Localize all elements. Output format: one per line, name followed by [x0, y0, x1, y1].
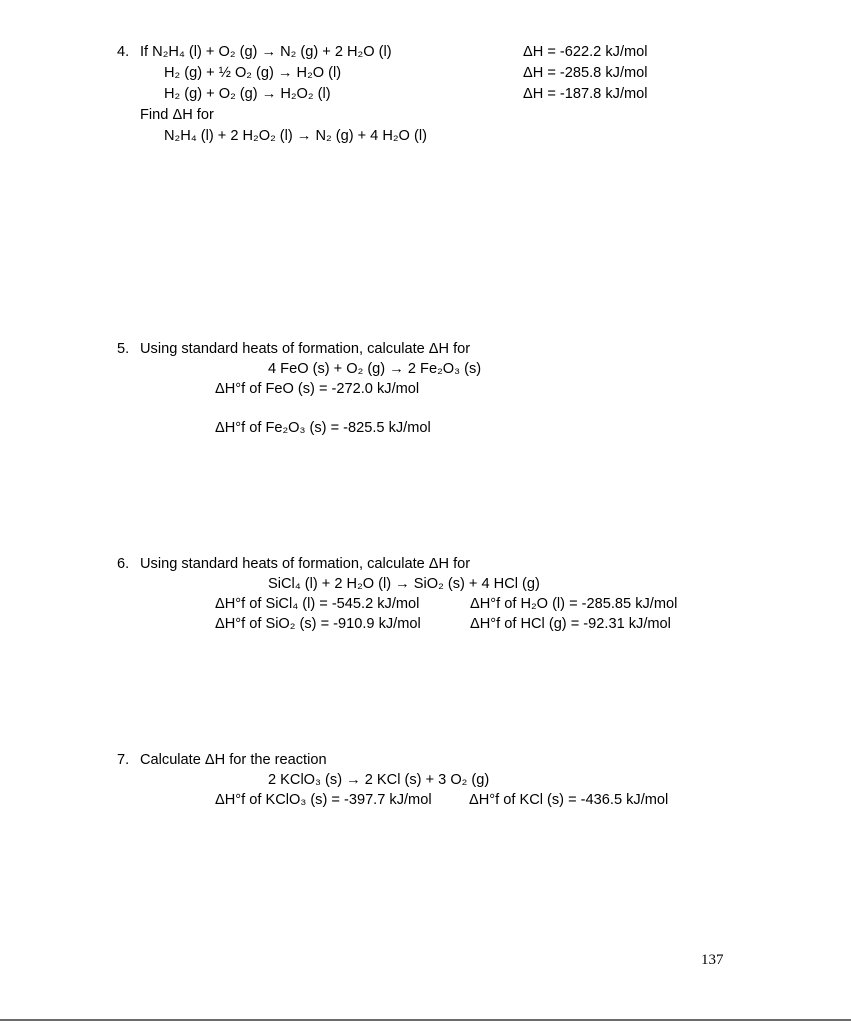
heat-of-formation-sicl4: ΔH°f of SiCl₄ (l) = -545.2 kJ/mol — [215, 596, 420, 612]
enthalpy-1: ΔH = -622.2 kJ/mol — [523, 44, 648, 60]
target-reaction: N₂H₄ (l) + 2 H₂O₂ (l) → N₂ (g) + 4 H₂O (l) — [164, 128, 427, 144]
target-reaction: 2 KClO₃ (s) → 2 KCl (s) + 3 O₂ (g) — [268, 772, 490, 788]
problem-number: 7. — [117, 752, 130, 768]
heat-of-formation-h2o: ΔH°f of H₂O (l) = -285.85 kJ/mol — [470, 596, 678, 612]
heat-of-formation-kclo3: ΔH°f of KClO₃ (s) = -397.7 kJ/mol — [215, 792, 432, 808]
prompt: Using standard heats of formation, calculate ΔH for — [140, 556, 471, 572]
bottom-border — [0, 1019, 851, 1021]
enthalpy-3: ΔH = -187.8 kJ/mol — [523, 86, 648, 102]
problem-number: 4. — [117, 44, 130, 60]
given-reaction-1: If N₂H₄ (l) + O₂ (g) → N₂ (g) + 2 H₂O (l) — [140, 44, 392, 60]
heat-of-formation-fe2o3: ΔH°f of Fe₂O₃ (s) = -825.5 kJ/mol — [215, 420, 431, 436]
given-reaction-2: H₂ (g) + ½ O₂ (g) → H₂O (l) — [164, 65, 342, 81]
prompt: Find ΔH for — [140, 107, 214, 123]
given-reaction-3: H₂ (g) + O₂ (g) → H₂O₂ (l) — [164, 86, 331, 102]
heat-of-formation-feo: ΔH°f of FeO (s) = -272.0 kJ/mol — [215, 381, 420, 397]
heat-of-formation-sio2: ΔH°f of SiO₂ (s) = -910.9 kJ/mol — [215, 616, 421, 632]
target-reaction: SiCl₄ (l) + 2 H₂O (l) → SiO₂ (s) + 4 HCl (g) — [268, 576, 540, 592]
prompt: Using standard heats of formation, calculate ΔH for — [140, 341, 471, 357]
page-number: 137 — [701, 952, 724, 968]
enthalpy-2: ΔH = -285.8 kJ/mol — [523, 65, 648, 81]
problem-number: 6. — [117, 556, 130, 572]
problem-number: 5. — [117, 341, 130, 357]
prompt: Calculate ΔH for the reaction — [140, 752, 327, 768]
heat-of-formation-kcl: ΔH°f of KCl (s) = -436.5 kJ/mol — [469, 792, 669, 808]
target-reaction: 4 FeO (s) + O₂ (g) → 2 Fe₂O₃ (s) — [268, 361, 482, 377]
heat-of-formation-hcl: ΔH°f of HCl (g) = -92.31 kJ/mol — [470, 616, 671, 632]
